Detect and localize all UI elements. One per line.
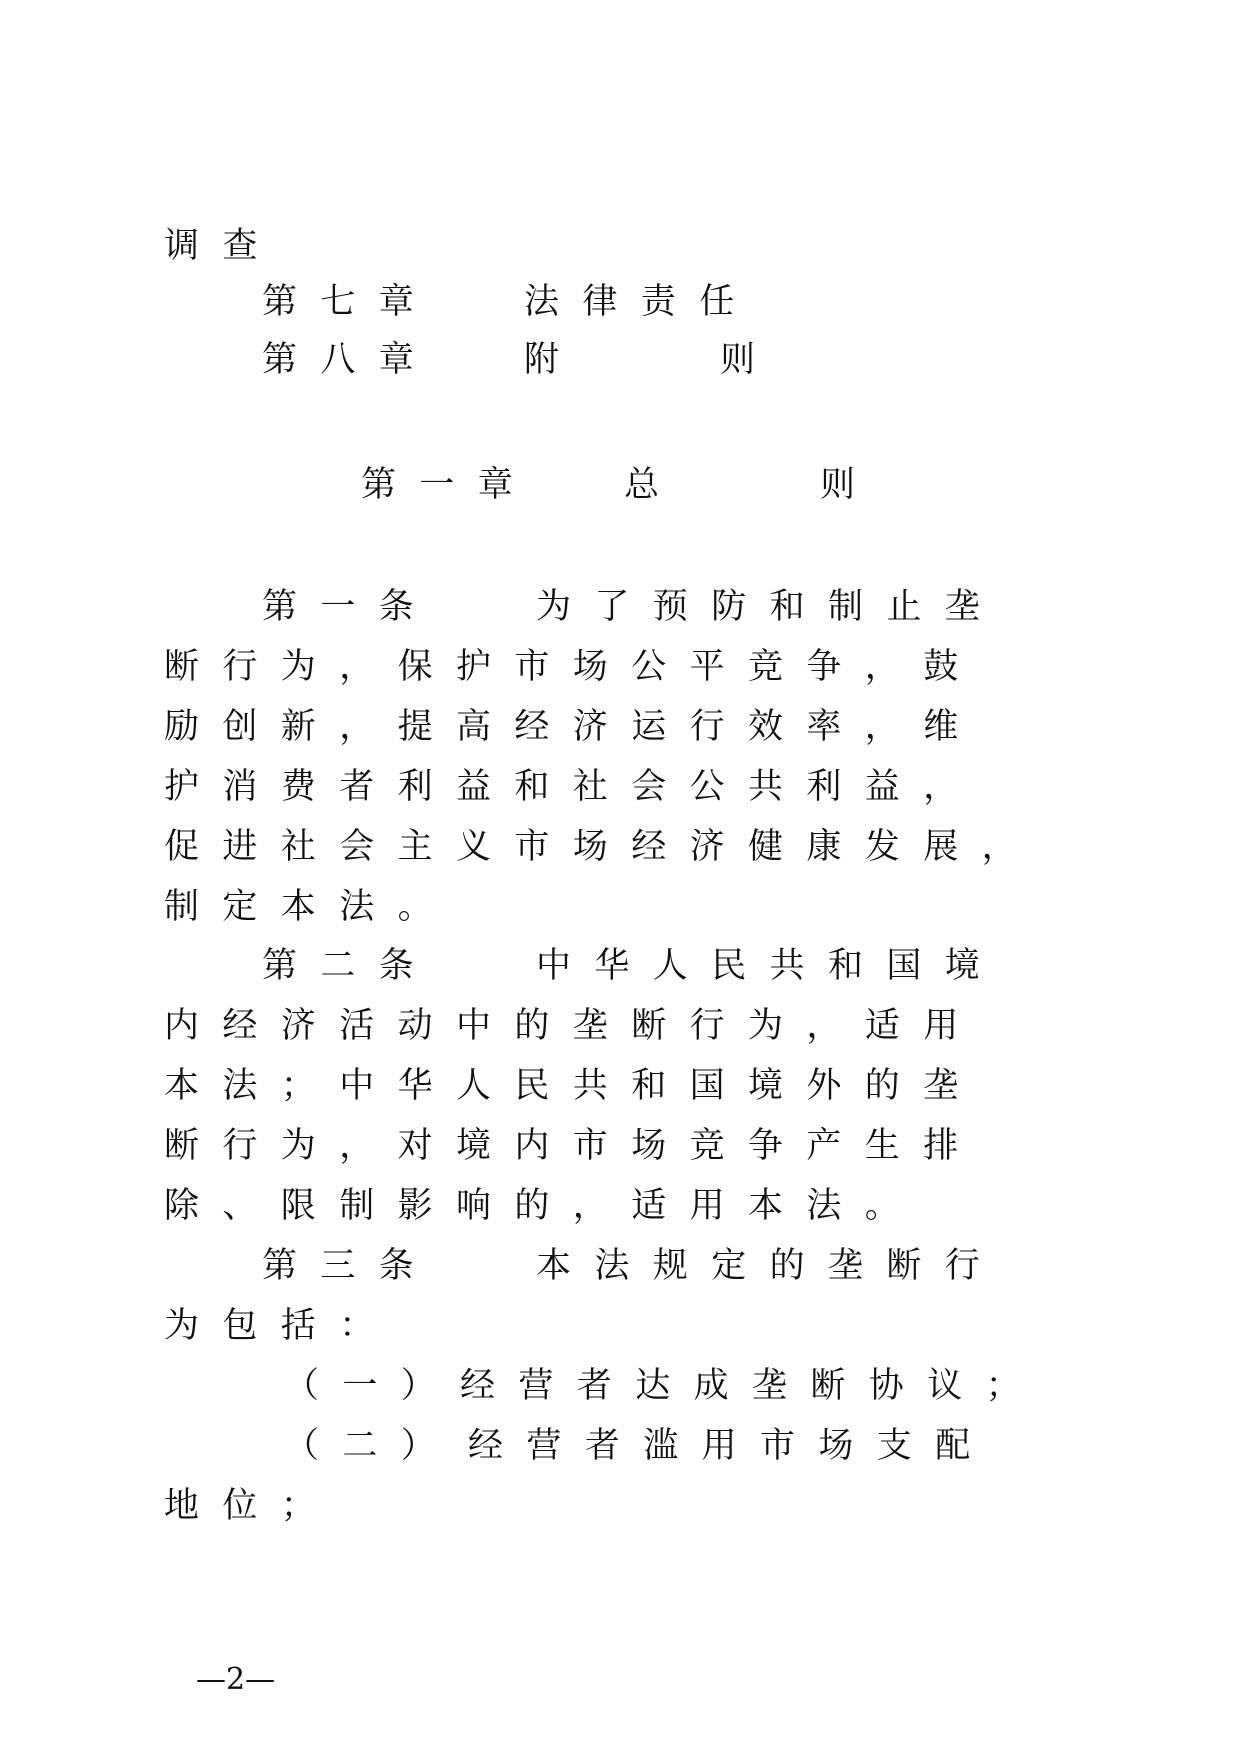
text-segment: 第 三 条 <box>262 1246 414 1286</box>
text-segment: 本 法 ； 中 华 人 民 共 和 国 境 外 的 垄 <box>164 1066 959 1106</box>
text-segment: 内 经 济 活 动 中 的 垄 断 行 为 ， 适 用 <box>164 1006 959 1046</box>
text-segment: 促 进 社 会 主 义 市 场 经 济 健 康 发 展 ， <box>164 827 1017 867</box>
text-segment: 第 七 章 <box>262 282 414 322</box>
text-segment: 经 营 者 达 成 垄 断 协 议 ； <box>460 1366 1021 1406</box>
text-segment: 则 <box>720 340 756 380</box>
text-segment: 第 二 条 <box>262 946 414 986</box>
text-segment: 断 行 为 ， 对 境 内 市 场 竞 争 产 生 排 <box>164 1126 959 1166</box>
text-segment: 总 <box>624 465 660 505</box>
text-segment: 励 创 新 ， 提 高 经 济 运 行 效 率 ， 维 <box>164 707 959 747</box>
text-segment: 制 定 本 法 。 <box>164 887 433 927</box>
text-segment: 断 行 为 ， 保 护 市 场 公 平 竞 争 ， 鼓 <box>164 647 959 687</box>
text-segment: （ 一 ） <box>284 1366 436 1406</box>
text-segment: 则 <box>820 465 856 505</box>
text-segment: 经 营 者 滥 用 市 场 支 配 <box>468 1426 971 1466</box>
text-segment: 除 、 限 制 影 响 的 ， 适 用 本 法 。 <box>164 1186 900 1226</box>
text-segment: 法 律 责 任 <box>524 282 735 322</box>
text-segment: 本 法 规 定 的 垄 断 行 <box>536 1246 980 1286</box>
text-segment: 第 一 条 <box>262 587 414 627</box>
text-segment: （ 二 ） <box>284 1426 436 1466</box>
text-segment: 为 包 括 ： <box>164 1306 375 1346</box>
text-segment: 护 消 费 者 利 益 和 社 会 公 共 利 益 ， <box>164 767 959 807</box>
text-segment: 中 华 人 民 共 和 国 境 <box>536 946 980 986</box>
text-segment: 第 一 章 <box>361 465 513 505</box>
text-segment: 为 了 预 防 和 制 止 垄 <box>536 587 980 627</box>
page-number: —2— <box>196 1662 276 1697</box>
text-segment: 第 八 章 <box>262 340 414 380</box>
text-segment: 附 <box>524 340 560 380</box>
text-segment: 地 位 ； <box>164 1486 316 1526</box>
text-segment: 调 查 <box>164 226 258 266</box>
